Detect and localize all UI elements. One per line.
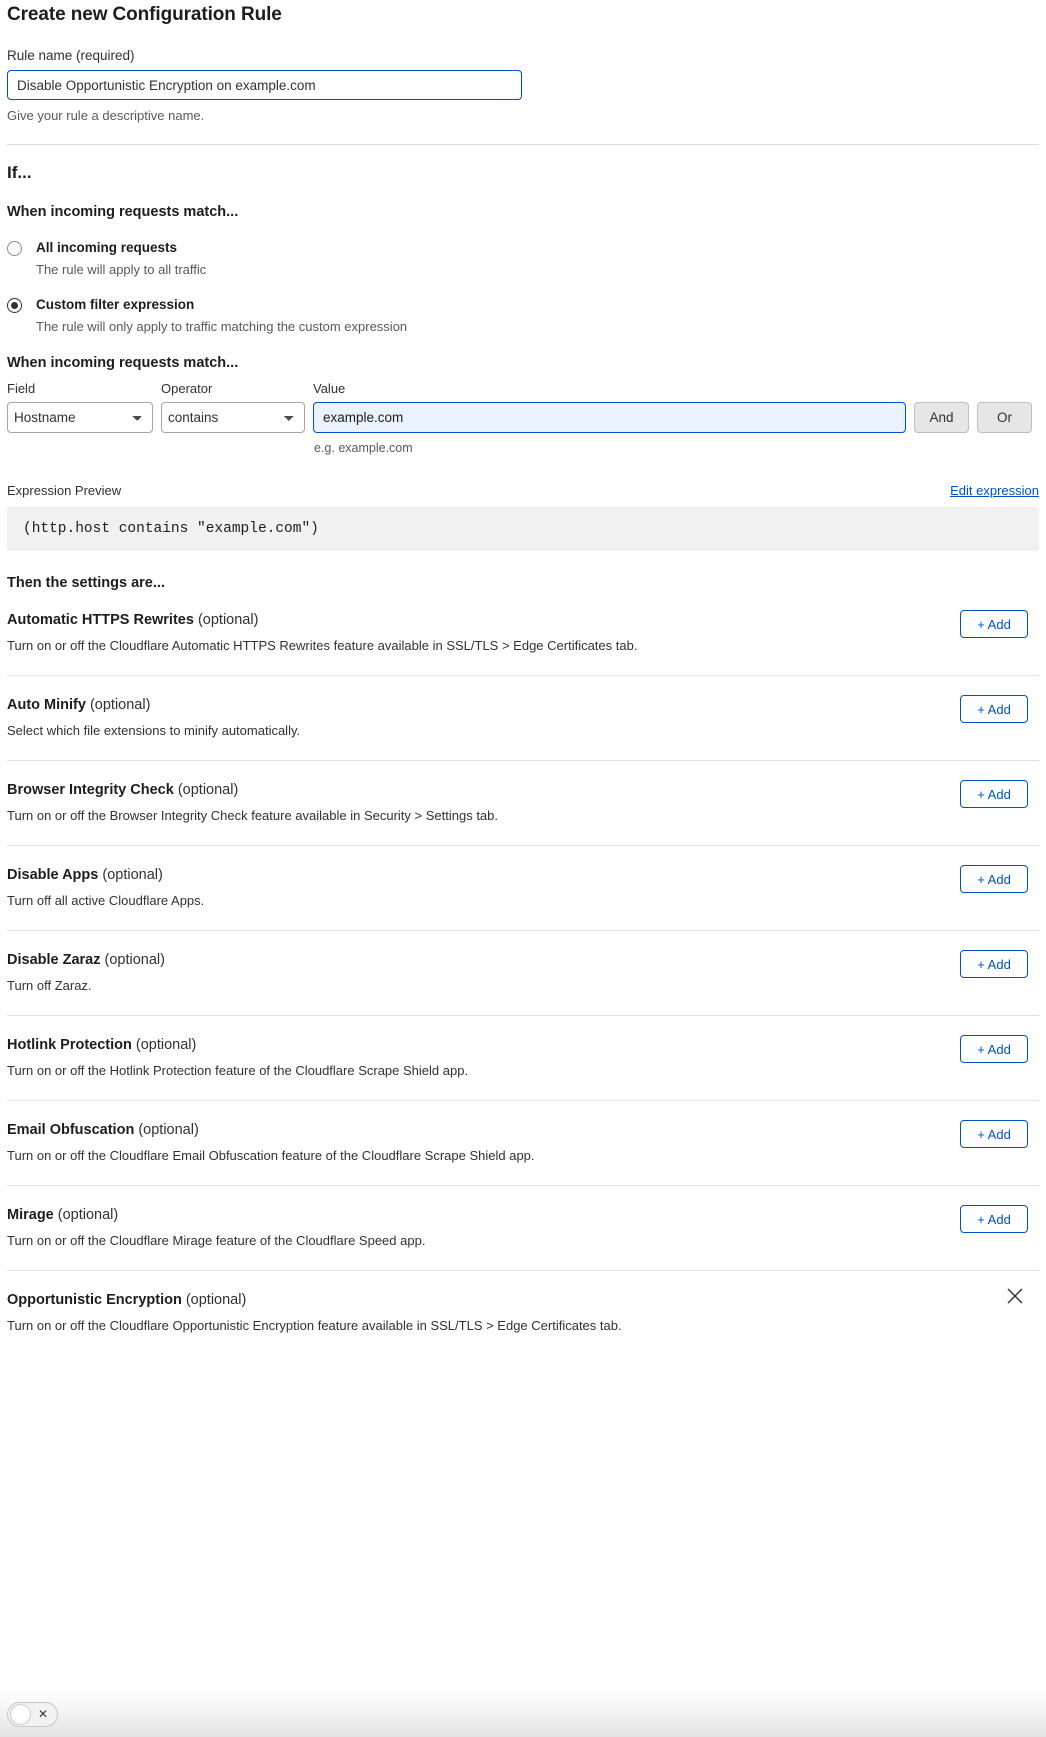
setting-name: Auto Minify — [7, 697, 86, 713]
value-hint: e.g. example.com — [314, 441, 413, 455]
setting-row — [7, 761, 1039, 846]
add-button[interactable]: + Add — [960, 865, 1028, 893]
edit-expression-link[interactable]: Edit expression — [950, 483, 1039, 498]
radio-icon-selected[interactable] — [7, 298, 22, 313]
setting-description: Turn on or off the Hotlink Protection feature of the Cloudflare Scrape Shield app. — [7, 1063, 469, 1078]
bottom-toggle-bar — [0, 1691, 1046, 1737]
setting-title — [7, 1122, 1039, 1138]
setting-description: Select which file extensions to minify automatically. — [7, 723, 301, 738]
rule-name-input[interactable] — [7, 70, 522, 100]
setting-title — [7, 1207, 1039, 1223]
add-button[interactable]: + Add — [960, 780, 1028, 808]
setting-name: Opportunistic Encryption — [7, 1292, 182, 1308]
add-button[interactable]: + Add — [960, 610, 1028, 638]
operator-column — [161, 381, 305, 433]
and-button[interactable]: And — [914, 402, 969, 433]
setting-name: Automatic HTTPS Rewrites — [7, 612, 194, 628]
match-label-top: When incoming requests match... — [7, 204, 239, 220]
expression-preview-label: Expression Preview — [7, 483, 122, 498]
add-button[interactable]: + Add — [960, 950, 1028, 978]
setting-optional: (optional) — [138, 1122, 199, 1138]
then-settings-heading: Then the settings are... — [7, 575, 165, 591]
radio-all-sub: The rule will apply to all traffic — [36, 262, 207, 277]
divider — [7, 144, 1039, 145]
setting-optional: (optional) — [185, 1292, 247, 1308]
setting-description: Turn on or off the Cloudflare Automatic HTTPS Rewrites feature available in SSL/TLS > Edge Certificates tab. — [7, 638, 638, 653]
setting-name: Hotlink Protection — [7, 1037, 132, 1053]
setting-name: Mirage — [7, 1207, 54, 1223]
toggle-knob — [10, 1704, 31, 1725]
setting-description: Turn off Zaraz. — [7, 978, 92, 993]
setting-name: Browser Integrity Check — [7, 782, 174, 798]
radio-icon[interactable] — [7, 241, 22, 256]
page-title: Create new Configuration Rule — [7, 4, 282, 25]
setting-optional: (optional) — [102, 867, 163, 883]
operator-label: Operator — [161, 381, 213, 396]
field-column — [7, 381, 153, 433]
radio-all-label: All incoming requests — [36, 240, 178, 255]
setting-optional: (optional) — [135, 1037, 197, 1053]
expression-preview-header — [7, 483, 1039, 498]
toggle-off-icon: ✕ — [37, 1707, 48, 1721]
setting-title — [7, 867, 1039, 883]
setting-optional: (optional) — [177, 782, 239, 798]
setting-description: Turn on or off the Browser Integrity Check feature available in Security > Settings tab. — [7, 808, 499, 823]
setting-title — [7, 612, 1039, 628]
setting-row — [7, 846, 1039, 931]
match-label-builder: When incoming requests match... — [7, 355, 239, 371]
expression-builder — [7, 381, 1039, 455]
setting-description: Turn on or off the Cloudflare Mirage feature of the Cloudflare Speed app. — [7, 1233, 426, 1248]
setting-name: Disable Apps — [7, 867, 99, 883]
setting-title — [7, 952, 1039, 968]
radio-custom-label: Custom filter expression — [36, 297, 195, 312]
radio-custom-filter-expression[interactable] — [7, 296, 1039, 334]
operator-select[interactable] — [161, 402, 305, 433]
value-input[interactable] — [313, 402, 906, 433]
setting-optional: (optional) — [57, 1207, 119, 1223]
setting-row-opportunistic-encryption — [7, 1271, 1039, 1355]
radio-custom-sub: The rule will only apply to traffic matching the custom expression — [36, 319, 408, 334]
rule-name-help: Give your rule a descriptive name. — [7, 108, 205, 123]
setting-row — [7, 1186, 1039, 1271]
setting-title — [7, 697, 1039, 713]
if-section-heading: If... — [7, 163, 32, 182]
setting-title — [7, 1037, 1039, 1053]
setting-name: Disable Zaraz — [7, 952, 101, 968]
setting-title — [7, 1292, 1039, 1308]
add-button[interactable]: + Add — [960, 1205, 1028, 1233]
radio-all-incoming-requests[interactable] — [7, 239, 1039, 277]
setting-optional: (optional) — [197, 612, 259, 628]
setting-row — [7, 676, 1039, 761]
setting-title — [7, 782, 1039, 798]
field-select[interactable] — [7, 402, 153, 433]
value-label: Value — [313, 381, 346, 396]
value-column — [313, 381, 906, 455]
rule-name-label: Rule name (required) — [7, 48, 135, 63]
setting-description: Turn on or off the Cloudflare Opportunistic Encryption feature available in SSL/TLS > Edge Certificates tab. — [7, 1318, 622, 1333]
setting-optional: (optional) — [104, 952, 165, 968]
setting-name: Email Obfuscation — [7, 1122, 135, 1138]
setting-description: Turn on or off the Cloudflare Email Obfuscation feature of the Cloudflare Scrape Shield app. — [7, 1148, 535, 1163]
close-icon[interactable] — [1004, 1285, 1026, 1307]
opportunistic-encryption-toggle[interactable] — [7, 1702, 58, 1727]
add-button[interactable]: + Add — [960, 1120, 1028, 1148]
add-button[interactable]: + Add — [960, 1035, 1028, 1063]
expression-preview-text: (http.host contains "example.com") — [7, 507, 1039, 551]
setting-row — [7, 1101, 1039, 1186]
setting-row — [7, 591, 1039, 676]
add-button[interactable]: + Add — [960, 695, 1028, 723]
setting-row — [7, 931, 1039, 1016]
or-button[interactable]: Or — [977, 402, 1032, 433]
setting-optional: (optional) — [89, 697, 151, 713]
builder-logic-buttons — [914, 402, 1040, 433]
setting-row — [7, 1016, 1039, 1101]
field-label: Field — [7, 381, 36, 396]
setting-description: Turn off all active Cloudflare Apps. — [7, 893, 205, 908]
